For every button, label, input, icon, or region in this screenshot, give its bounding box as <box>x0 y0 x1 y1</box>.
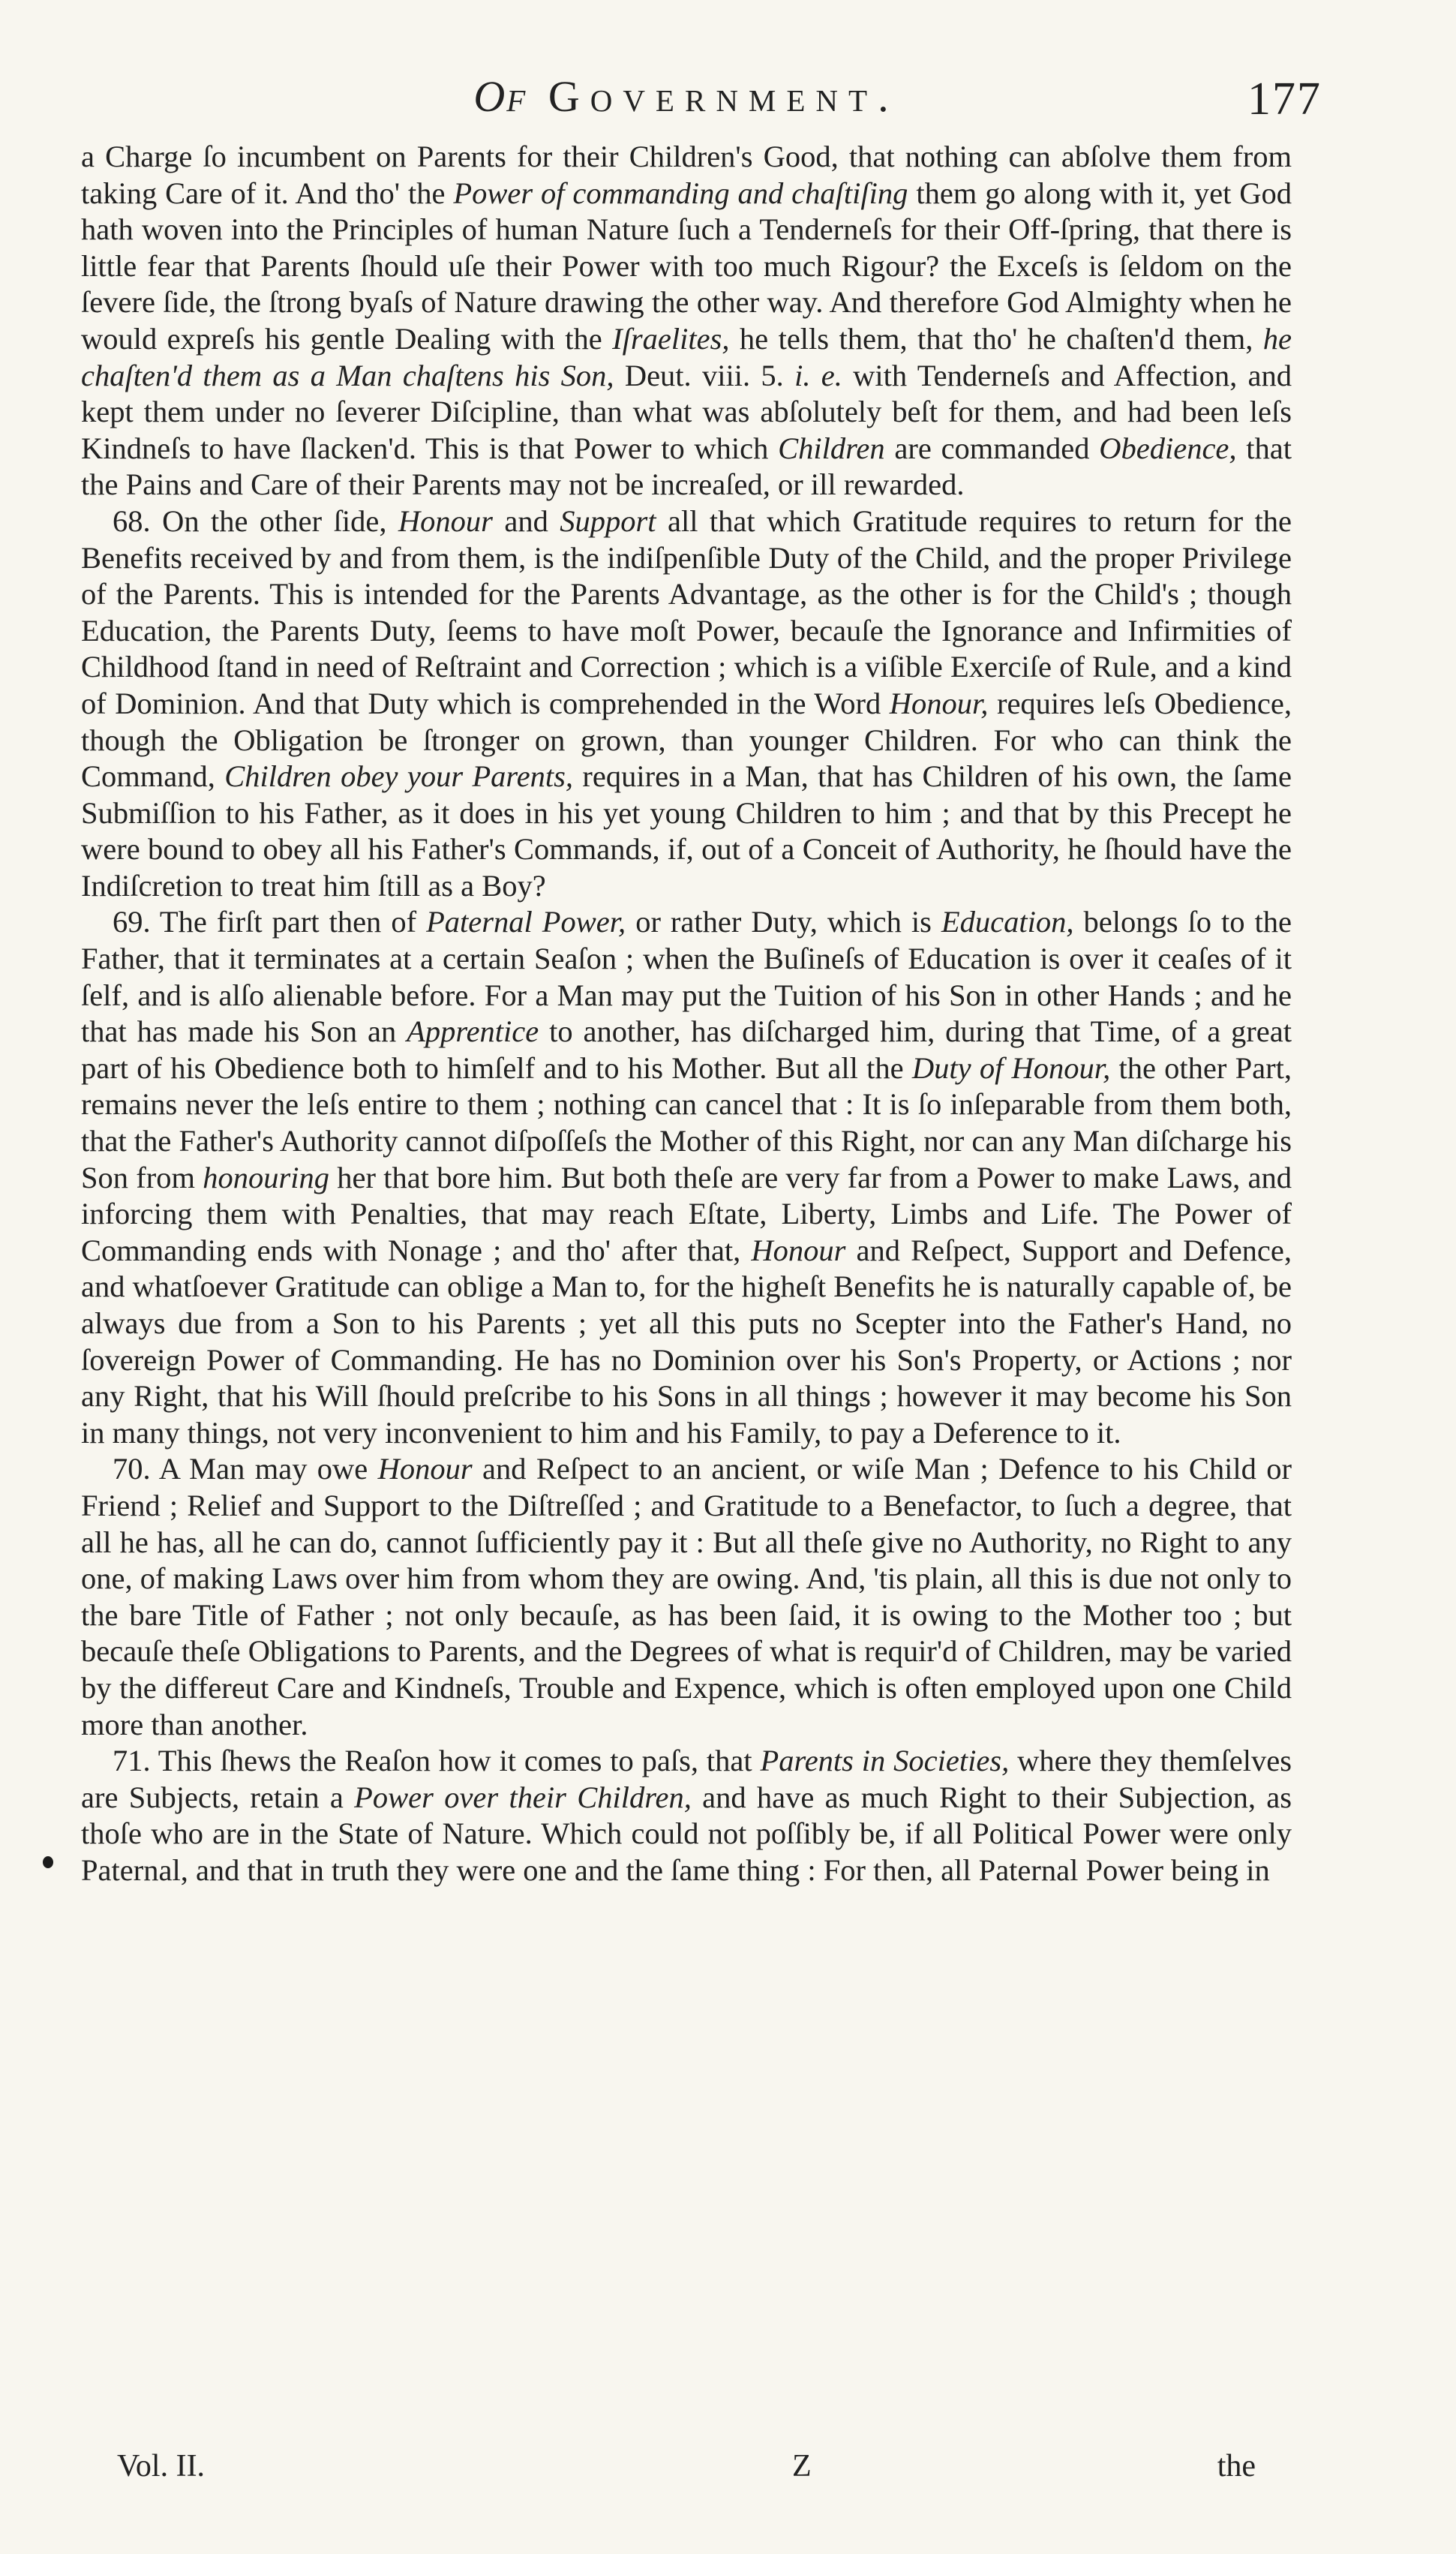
running-title-main: Government. <box>548 72 899 121</box>
text-run: On the other ſide, <box>150 503 398 538</box>
italic-text: Support <box>560 503 656 538</box>
italic-text: he chaſten'd them as a Man chaſtens his Son, <box>81 321 1292 392</box>
paragraph <box>81 1451 1292 1743</box>
section-number: 71. <box>113 1744 151 1778</box>
italic-text: Children obey your Parents, <box>224 759 574 794</box>
volume-label: Vol. II. <box>117 2449 206 2483</box>
italic-text: Paternal Power, <box>426 905 626 939</box>
paragraph <box>81 1743 1292 1888</box>
text-run: and have as much Right to their Subjection, as thoſe who are in the State of Nature. Which could not poſſibly be, if all Political Power were only Paternal, and that in truth they were one and the ſame thing : For then, all Paternal Power being in <box>81 1780 1292 1887</box>
text-run: he tells them, that tho' he chaſten'd them, <box>729 321 1263 356</box>
paragraph <box>81 503 1292 905</box>
section-number: 68. <box>113 503 151 538</box>
text-run: or rather Duty, which is <box>626 905 941 939</box>
italic-text: Honour <box>398 503 493 538</box>
italic-text: honouring <box>203 1160 330 1194</box>
text-run: requires leſs Obedience, though the Obligation be ſtronger on grown, than younger Children. For who can think the Command, <box>81 686 1292 794</box>
italic-text: Honour <box>751 1233 846 1267</box>
text-run: A Man may owe <box>150 1452 378 1486</box>
text-run: The firſt part then of <box>150 905 427 939</box>
text-run: This ſhews the Reaſon how it comes to paſs, that <box>150 1744 761 1778</box>
italic-text: Parents in Societies, <box>760 1744 1010 1778</box>
italic-text: Honour, <box>889 686 989 720</box>
text-run: where they themſelves are Subjects, retain a <box>81 1744 1292 1814</box>
text-run: all that which Gratitude requires to return for the Benefits received by and from them, is the indiſpenſible Duty of the Child, and the proper Privilege of the Parents. This is intended for the Parents Advantage, as the other is for the Child's ; though Education, the Parents Duty, ſeems to have moſt Power, becauſe the Ignorance and Infirmities of Childhood ſtand in need of Reſtraint and Correction ; which is a viſible Exerciſe of Rule, and a kind of Dominion. And that Duty which is comprehended in the Word <box>81 503 1292 720</box>
page-number: 177 <box>1247 74 1322 125</box>
text-run: the other Part, remains never the leſs entire to them ; nothing can cancel that : It is ſo inſeparable from them both, that the Father's Authority cannot diſpoſſeſs the Mother of this Right, nor can any Man diſcharge his Son from <box>81 1050 1292 1194</box>
section-number: 69. <box>113 905 151 939</box>
text-run: that the Pains and Care of their Parents may not be increaſed, or ill rewarded. <box>81 431 1292 502</box>
text-run: belongs ſo to the Father, that it terminates at a certain Seaſon ; when the Buſineſs of Education is over it ceaſes of it ſelf, and is alſo alienable before. For a Man may put the Tuition of his Son in other Hands ; and he that has made his Son an <box>81 905 1292 1049</box>
body-text <box>81 139 1292 1889</box>
italic-text: Power of commanding and chaſtiſing <box>453 176 908 210</box>
text-run: are commanded <box>884 431 1100 465</box>
italic-text: Iſraelites, <box>612 321 730 356</box>
italic-text: Education, <box>941 905 1074 939</box>
italic-text: Apprentice <box>407 1014 539 1049</box>
italic-text: Duty of Honour, <box>911 1050 1111 1085</box>
text-run: requires in a Man, that has Children of his own, the ſame Submiſſion to his Father, as it does in his yet young Children to him ; and that by this Precept he were bound to obey all his Father's Commands, if, out of a Conceit of Authority, he ſhould have the Indiſcretion to treat him ſtill as a Boy? <box>81 759 1292 903</box>
text-run: to another, has diſcharged him, during that Time, of a great part of his Obedience both to himſelf and to his Mother. But all the <box>81 1014 1292 1085</box>
italic-text: Obedience, <box>1099 431 1237 465</box>
text-run: Deut. viii. 5. <box>614 358 795 392</box>
text-run: a Charge ſo incumbent on Parents for their Children's Good, that nothing can abſolve them from taking Care of it. And tho' the <box>81 140 1292 210</box>
catchword: the <box>1217 2449 1256 2483</box>
paragraph <box>81 139 1292 503</box>
page-footer <box>117 2448 1292 2493</box>
running-title <box>81 71 1292 122</box>
italic-text: i. e. <box>794 358 842 392</box>
text-run: with Tenderneſs and Affection, and kept them under no ſeverer Diſcipline, than what was abſolutely beſt for them, and had been leſs Kindneſs to have ſlacken'd. This is that Power to which <box>81 358 1292 465</box>
text-run: and Reſpect, Support and Defence, and whatſoever Gratitude can oblige a Man to, for the higheſt Benefits he is naturally capable of, be always due from a Son to his Parents ; yet all this puts no Scepter into the Father's Hand, no ſovereign Power of Commanding. He has no Dominion over his Son's Property, or Actions ; nor any Right, that his Will ſhould preſcribe to his Sons in all things ; however it may become his Son in many things, not very inconvenient to him and his Family, to pay a Deference to it. <box>81 1233 1292 1450</box>
paragraph <box>81 904 1292 1451</box>
text-run: and Reſpect to an ancient, or wiſe Man ; Defence to his Child or Friend ; Relief and Support to the Diſtreſſed ; and Gratitude to a Benefactor, to ſuch a degree, that all he has, all he can do, cannot ſufficiently pay it : But all theſe give no Authority, no Right to any one, of making Laws over him from whom they are owing. And, 'tis plain, all this is due not only to the bare Title of Father ; not only becauſe, as has been ſaid, it is owing to the Mother too ; but becauſe theſe Obligations to Parents, and the Degrees of what is requir'd of Children, may be varied by the differeut Care and Kindneſs, Trouble and Expence, which is often employed upon one Child more than another. <box>81 1452 1292 1741</box>
italic-text: Honour <box>377 1452 473 1486</box>
section-number: 70. <box>113 1452 151 1486</box>
book-page <box>81 71 1322 2510</box>
signature-mark: Z <box>792 2449 812 2483</box>
text-run: and <box>492 503 560 538</box>
text-run: her that bore him. But both theſe are very far from a Power to make Laws, and inforcing them with Penalties, that may reach Eſtate, Liberty, Limbs and Life. The Power of Commanding ends with Nonage ; and tho' after that, <box>81 1160 1292 1267</box>
italic-text: Children <box>778 431 885 465</box>
text-run: them go along with it, yet God hath woven into the Principles of human Nature ſuch a Tenderneſs for their Off-ſpring, that there is little fear that Parents ſhould uſe their Power with too much Rigour? the Exceſs is ſeldom on the ſevere ſide, the ſtrong byaſs of Nature drawing the other way. And therefore God Almighty when he would expreſs his gentle Dealing with the <box>81 176 1292 356</box>
running-head <box>81 71 1322 139</box>
ink-spot <box>43 1856 53 1868</box>
italic-text: Power over their Children, <box>354 1780 692 1814</box>
running-title-of: Of <box>473 72 527 121</box>
